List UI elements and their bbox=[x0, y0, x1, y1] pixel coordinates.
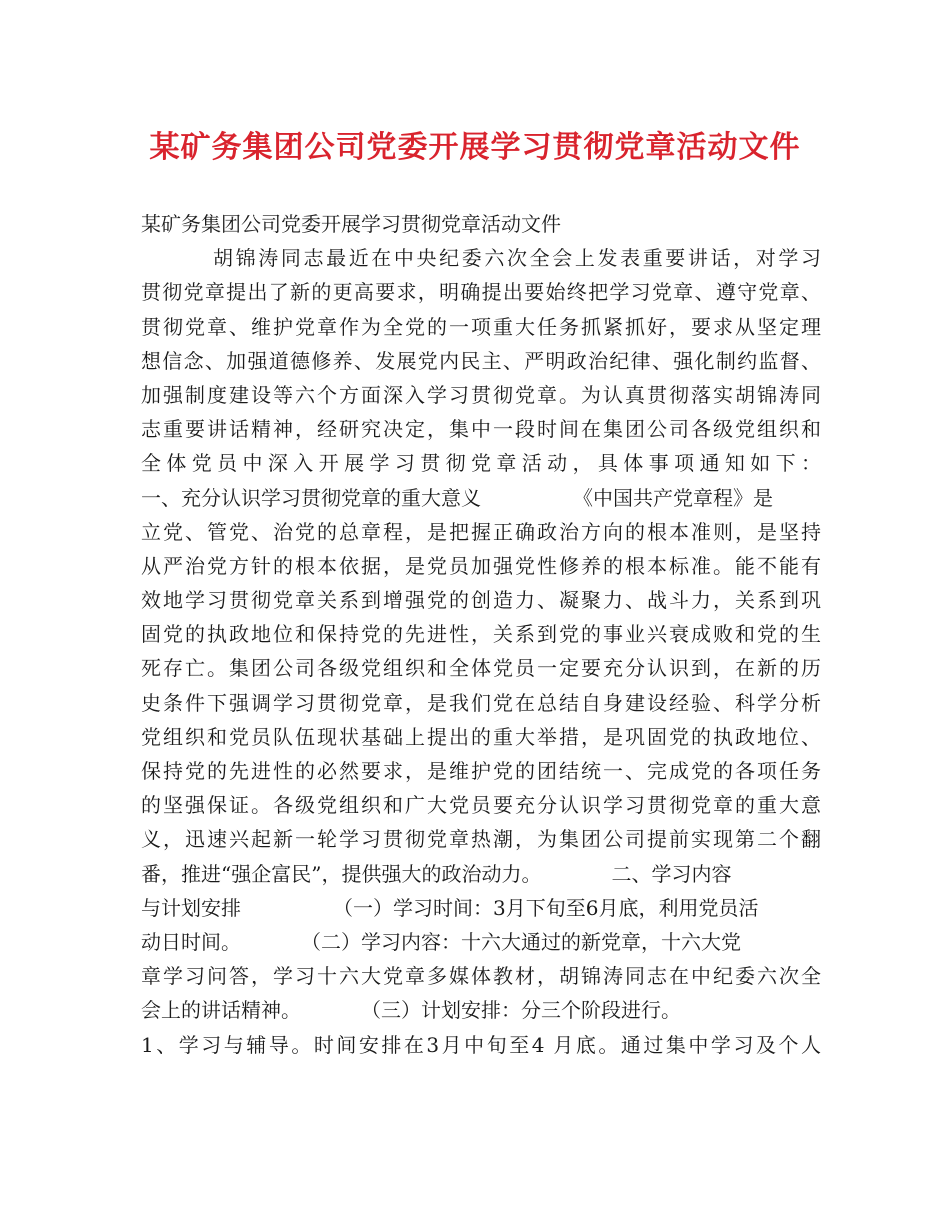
body-line: 保持党的先进性的必然要求，是维护党的团结统一、完成党的各项任务 bbox=[141, 759, 821, 783]
body-line: 从严治党方针的根本依据，是党员加强党性修养的根本标准。能不能有 bbox=[141, 553, 821, 578]
body-line: 章学习问答，学习十六大党章多媒体教材，胡锦涛同志在中纪委六次全 bbox=[141, 964, 821, 989]
body-segment: 会上的讲话精神。 bbox=[141, 998, 301, 1023]
body-line: 胡锦涛同志最近在中央纪委六次全会上发表重要讲话，对学习 bbox=[213, 246, 821, 271]
body-line: 党组织和党员队伍现状基础上提出的重大举措，是巩固党的执政地位、 bbox=[141, 724, 821, 749]
section-heading: 与计划安排 bbox=[141, 895, 241, 920]
body-segment: 动日时间。 bbox=[141, 929, 241, 954]
body-line: 死存亡。集团公司各级党组织和全体党员一定要充分认识到，在新的历 bbox=[141, 656, 821, 681]
body-line: 志重要讲话精神，经研究决定，集中一段时间在集团公司各级党组织和 bbox=[141, 417, 821, 442]
section-heading: 一、充分认识学习贯彻党章的重大意义 bbox=[141, 485, 481, 510]
body-segment: （二）学习内容：十六大通过的新党章，十六大党 bbox=[301, 929, 741, 954]
body-line bbox=[141, 481, 821, 515]
body-line: 效地学习贯彻党章关系到增强党的创造力、凝聚力、战斗力，关系到巩 bbox=[141, 588, 821, 613]
body-line: 某矿务集团公司党委开展学习贯彻党章活动文件 bbox=[141, 212, 561, 236]
document-body bbox=[141, 207, 821, 1062]
body-line: 的坚强保证。各级党组织和广大党员要充分认识学习贯彻党章的重大意 bbox=[141, 793, 821, 818]
body-line: 固党的执政地位和保持党的先进性，关系到党的事业兴衰成败和党的生 bbox=[141, 622, 821, 647]
document-title: 某矿务集团公司党委开展学习贯彻党章活动文件 bbox=[149, 130, 801, 165]
body-line: 史条件下强调学习贯彻党章，是我们党在总结自身建设经验、科学分析 bbox=[141, 690, 821, 715]
body-line bbox=[141, 891, 821, 925]
body-line: 贯彻党章提出了新的更高要求，明确提出要始终把学习党章、遵守党章、 bbox=[141, 280, 821, 305]
body-segment: 《中国共产党章程》是 bbox=[573, 485, 773, 510]
body-line: 加强制度建设等六个方面深入学习贯彻党章。为认真贯彻落实胡锦涛同 bbox=[141, 382, 821, 407]
body-line bbox=[141, 925, 821, 959]
body-line: 贯彻党章、维护党章作为全党的一项重大任务抓紧抓好，要求从坚定理 bbox=[141, 314, 821, 339]
body-segment: 番，推进“强企富民”，提供强大的政治动力。 bbox=[141, 861, 542, 886]
body-line bbox=[141, 857, 821, 891]
body-line bbox=[141, 993, 821, 1027]
body-line: 立党、管党、治党的总章程，是把握正确政治方向的根本准则，是坚持 bbox=[141, 519, 821, 544]
section-heading: 二、学习内容 bbox=[611, 861, 732, 886]
body-line: 全体党员中深入开展学习贯彻党章活动，具体事项通知如下： bbox=[141, 451, 821, 476]
body-segment: （一）学习时间：3月下旬至6月底，利用党员活 bbox=[333, 895, 759, 920]
body-line: 1、学习与辅导。时间安排在3月中旬至4 月底。通过集中学习及个人 bbox=[141, 1032, 821, 1057]
body-line: 想信念、加强道德修养、发展党内民主、严明政治纪律、强化制约监督、 bbox=[141, 348, 821, 373]
body-segment: （三）计划安排：分三个阶段进行。 bbox=[361, 998, 681, 1023]
body-line: 义，迅速兴起新一轮学习贯彻党章热潮，为集团公司提前实现第二个翻 bbox=[141, 827, 821, 852]
